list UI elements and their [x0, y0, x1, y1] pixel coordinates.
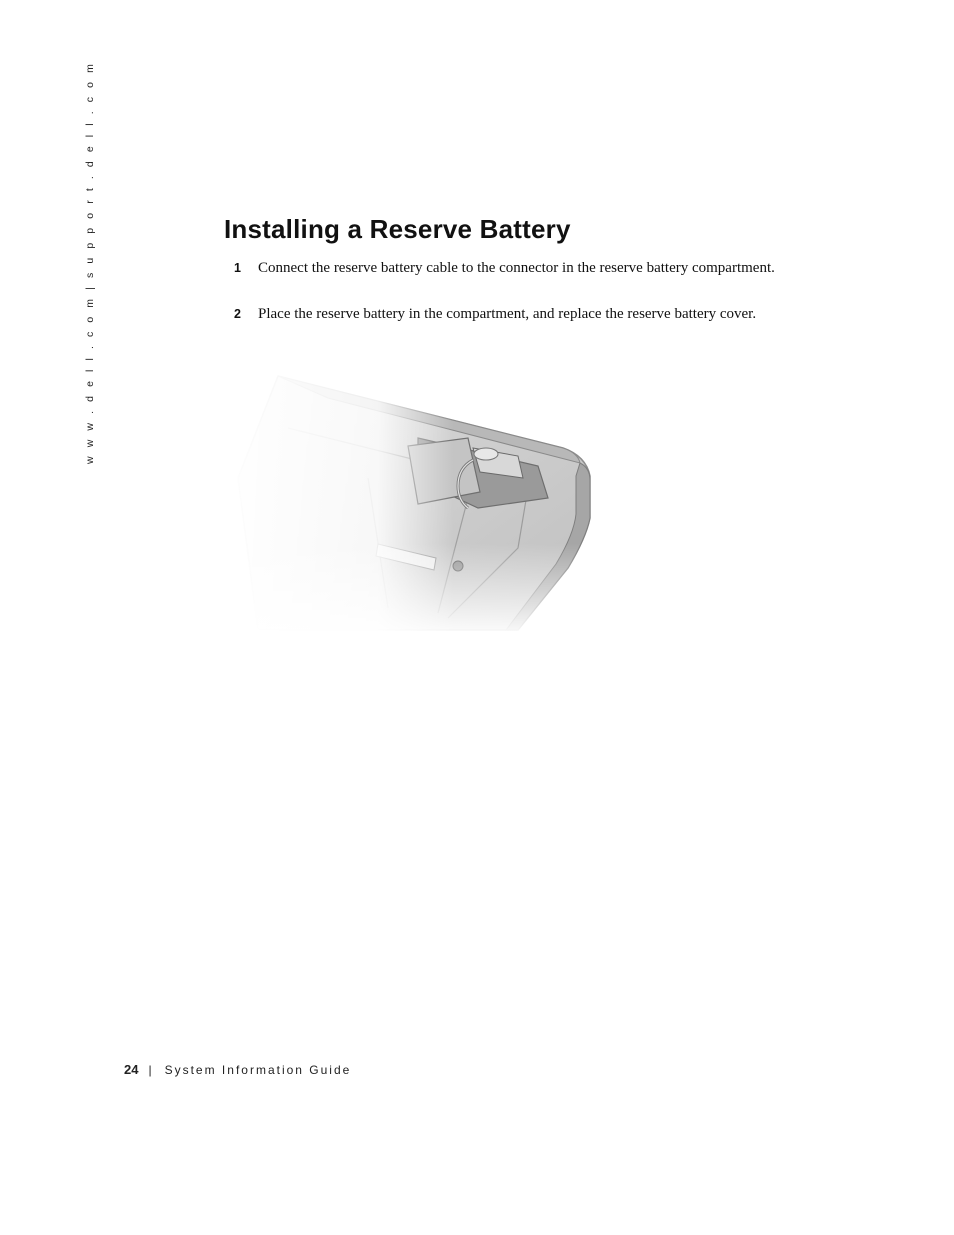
step-text: Connect the reserve battery cable to the connector in the reserve battery compartment. [258, 260, 775, 276]
guide-title: System Information Guide [164, 1063, 352, 1077]
step-number: 2 [234, 307, 241, 321]
footer-separator: | [148, 1063, 152, 1077]
section-title: Installing a Reserve Battery [224, 214, 571, 244]
laptop-bottom-illustration [218, 368, 598, 638]
page-footer [124, 1062, 351, 1077]
step-item-1 [234, 259, 794, 277]
step-text: Place the reserve battery in the compartment, and replace the reserve battery cover. [258, 306, 757, 322]
step-number: 1 [234, 261, 241, 275]
step-item-2 [234, 305, 794, 323]
page-number: 24 [124, 1062, 139, 1077]
reserve-battery-illustration [218, 368, 598, 638]
sidebar-url: w w w . d e l l . c o m | s u p p o r t . d e l l . c o m [84, 61, 96, 464]
